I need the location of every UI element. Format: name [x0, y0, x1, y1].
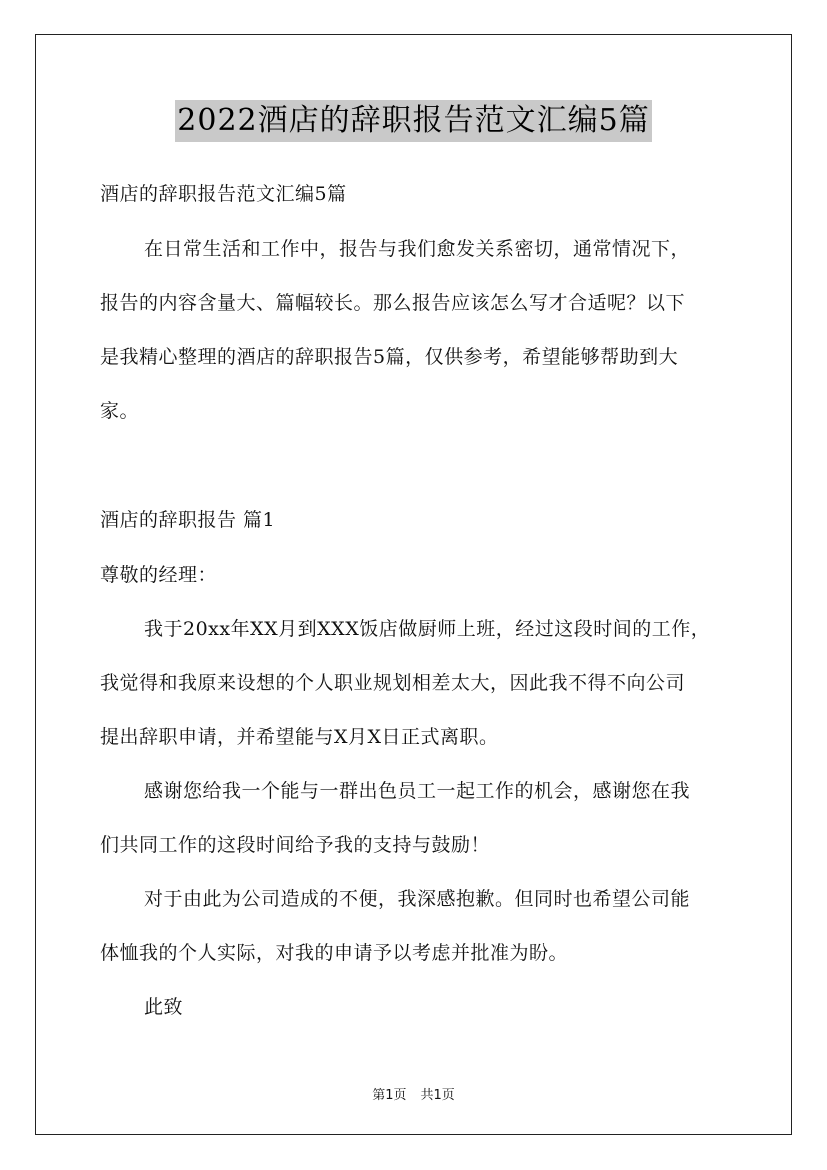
- intro-line-1: 在日常生活和工作中，报告与我们愈发关系密切，通常情况下，: [144, 238, 691, 260]
- page-footer: [0, 1084, 827, 1103]
- body-line-8: 此致: [144, 996, 184, 1018]
- intro-line-4: 家。: [100, 400, 140, 422]
- body-line-3: 提出辞职申请，并希望能与X月X日正式离职。: [100, 726, 499, 748]
- body-line-4: 感谢您给我一个能与一群出色员工一起工作的机会，感谢您在我: [144, 780, 691, 802]
- intro-line-3: 是我精心整理的酒店的辞职报告5篇，仅供参考，希望能够帮助到大: [100, 346, 679, 368]
- page-number: 第1页: [372, 1088, 407, 1103]
- body-line-7: 体恤我的个人实际，对我的申请予以考虑并批准为盼。: [100, 942, 569, 964]
- intro-line-2: 报告的内容含量大、篇幅较长。那么报告应该怎么写才合适呢？以下: [100, 292, 686, 314]
- section-heading: 酒店的辞职报告 篇1: [100, 509, 276, 531]
- document-title: 2022酒店的辞职报告范文汇编5篇: [175, 100, 651, 142]
- body-line-1: 我于20xx年XX月到XXX饭店做厨师上班，经过这段时间的工作，: [144, 618, 711, 640]
- body-line-2: 我觉得和我原来设想的个人职业规划相差太大，因此我不得不向公司: [100, 672, 686, 694]
- salutation: 尊敬的经理：: [100, 564, 218, 586]
- body-line-5: 们共同工作的这段时间给予我的支持与鼓励！: [100, 834, 491, 856]
- title-wrap: [0, 100, 827, 142]
- body-line-6: 对于由此为公司造成的不便，我深感抱歉。但同时也希望公司能: [144, 888, 691, 910]
- document-subtitle: 酒店的辞职报告范文汇编5篇: [100, 183, 347, 205]
- page-total: 共1页: [420, 1088, 455, 1103]
